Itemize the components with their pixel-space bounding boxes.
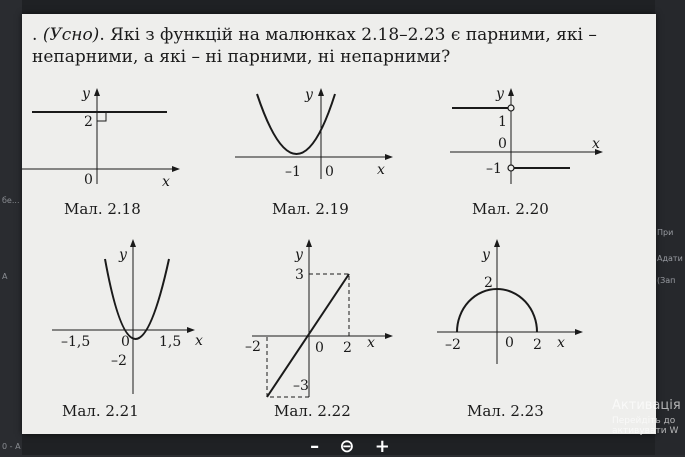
sidebar-label: бе... xyxy=(2,196,20,205)
figure-2-22 xyxy=(237,229,407,404)
question-body: . Які з функцій на малюнках 2.18–2.23 є парними, які – непарними, а які – ні парними, ні непарними? xyxy=(32,25,597,67)
panel-label: (Зап xyxy=(657,276,676,285)
question-mode: (Усно) xyxy=(42,25,100,45)
activation-title: Активація xyxy=(612,398,681,413)
tick-label: 2 xyxy=(84,114,93,130)
figure-2-19 xyxy=(227,84,397,194)
activation-line: Перейдіть до xyxy=(612,416,676,426)
origin-label: 0 xyxy=(315,340,324,356)
origin-label: 0 xyxy=(505,335,514,351)
axis-label-y: y xyxy=(496,86,504,102)
tick-label: –2 xyxy=(245,339,261,355)
tick-label: –1 xyxy=(486,161,502,177)
axis-label-x: x xyxy=(162,174,170,190)
tick-label: –2 xyxy=(111,353,127,369)
axis-label-y: y xyxy=(82,86,90,102)
axis-label-x: x xyxy=(377,162,385,178)
tick-label: 2 xyxy=(533,337,542,353)
sidebar-label: 0 - A xyxy=(2,442,21,451)
question-prefix: . xyxy=(32,25,43,45)
caption: Мал. 2.22 xyxy=(274,402,351,420)
axis-label-x: x xyxy=(195,333,203,349)
right-panel xyxy=(655,0,685,455)
origin-label: 0 xyxy=(325,164,334,180)
tick-label: 1,5 xyxy=(159,334,182,350)
caption: Мал. 2.19 xyxy=(272,200,349,218)
caption: Мал. 2.18 xyxy=(64,200,141,218)
origin-label: 0 xyxy=(498,136,507,152)
zoom-out-button[interactable]: – xyxy=(310,435,320,457)
caption: Мал. 2.23 xyxy=(467,402,544,420)
zoom-in-button[interactable]: + xyxy=(374,435,390,457)
activation-line: активувати W xyxy=(612,426,679,436)
zoom-search-icon[interactable]: ⊖ xyxy=(339,435,355,457)
axis-label-x: x xyxy=(592,136,600,152)
tick-label: 2 xyxy=(484,275,493,291)
figure-2-23 xyxy=(427,229,602,404)
caption: Мал. 2.20 xyxy=(472,200,549,218)
figure-2-21 xyxy=(47,229,217,404)
axis-label-x: x xyxy=(367,335,375,351)
windows-activation-watermark xyxy=(612,398,685,436)
origin-label: 0 xyxy=(121,334,130,350)
tick-label: –1,5 xyxy=(61,334,91,350)
tick-label: –2 xyxy=(445,337,461,353)
axis-label-y: y xyxy=(305,87,313,103)
document-page xyxy=(22,14,656,434)
tick-label: –3 xyxy=(293,378,309,394)
panel-label: Адати xyxy=(657,254,683,263)
tick-label: 3 xyxy=(295,267,304,283)
axis-label-x: x xyxy=(557,335,565,351)
sidebar-label: A xyxy=(2,272,8,281)
caption: Мал. 2.21 xyxy=(62,402,139,420)
figure-2-18 xyxy=(22,84,192,194)
left-sidebar xyxy=(0,0,22,455)
panel-label: При xyxy=(657,228,674,237)
tick-label: –1 xyxy=(285,164,301,180)
axis-label-y: y xyxy=(482,247,490,263)
question-text xyxy=(32,24,642,68)
axis-label-y: y xyxy=(119,247,127,263)
figure-2-20 xyxy=(440,84,615,194)
axis-label-y: y xyxy=(295,247,303,263)
tick-label: 1 xyxy=(498,114,507,130)
tick-label: 2 xyxy=(343,340,352,356)
zoom-toolbar xyxy=(300,437,400,455)
origin-label: 0 xyxy=(84,172,93,188)
